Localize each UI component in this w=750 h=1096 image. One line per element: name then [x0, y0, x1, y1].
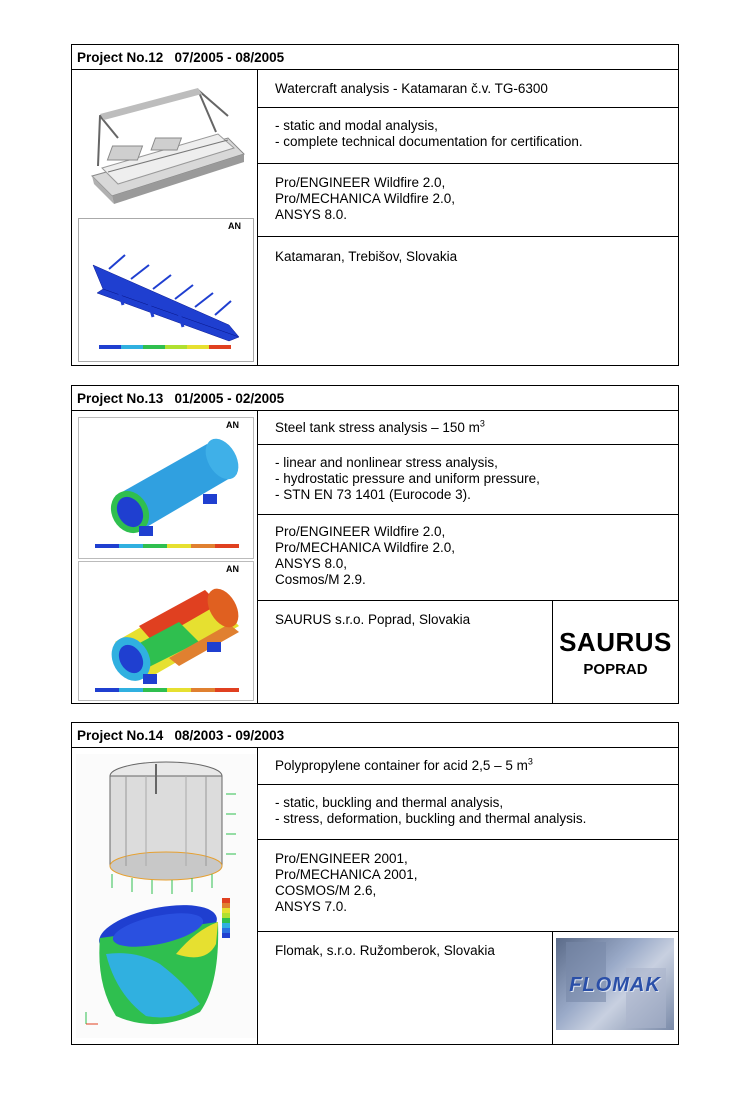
- container-analysis-plot: [76, 754, 256, 1038]
- project-client: SAURUS s.r.o. Poprad, Slovakia: [275, 612, 471, 627]
- project-tasks: - static and modal analysis, - complete technical documentation for certification.: [275, 118, 583, 149]
- logo-sub-text: POPRAD: [583, 661, 648, 678]
- ansys-badge: AN: [226, 564, 239, 574]
- software-cell: [258, 515, 678, 601]
- project-tasks: - linear and nonlinear stress analysis, - hydrostatic pressure and uniform pressure, - STN EN 73 1401 (Eurocode 3).: [275, 455, 540, 502]
- boat-render-image: [78, 76, 250, 216]
- saurus-logo: [552, 601, 678, 703]
- tasks-cell: [258, 445, 678, 515]
- project-client: Katamaran, Trebišov, Slovakia: [275, 249, 458, 264]
- project-12: [71, 44, 679, 366]
- project-header: Project No.12 07/2005 - 08/2005: [72, 45, 678, 70]
- client-cell: [258, 237, 678, 365]
- tank-stress-plot-2: [78, 561, 254, 701]
- client-cell: [258, 932, 553, 1044]
- project-software: Pro/ENGINEER Wildfire 2.0, Pro/MECHANICA Wildfire 2.0, ANSYS 8.0, Cosmos/M 2.9.: [275, 524, 456, 587]
- software-cell: [258, 164, 678, 237]
- project-title-cell: [258, 411, 678, 445]
- tank-stress-plot-1: [78, 417, 254, 559]
- tasks-cell: [258, 108, 678, 164]
- project-header: Project No.14 08/2003 - 09/2003: [72, 723, 678, 748]
- ansys-badge: AN: [226, 420, 239, 430]
- project-title: Polypropylene container for acid 2,5 – 5 $m^3$: [275, 756, 533, 773]
- project-title-cell: [258, 748, 678, 785]
- project-14: [71, 722, 679, 1045]
- logo-main-text: FLOMAK: [569, 974, 661, 996]
- image-column: [72, 70, 258, 365]
- modal-analysis-plot: [78, 218, 254, 362]
- tasks-cell: [258, 785, 678, 840]
- project-software: Pro/ENGINEER 2001, Pro/MECHANICA 2001, COSMOS/M 2.6, ANSYS 7.0.: [275, 851, 418, 914]
- ansys-badge: AN: [228, 221, 241, 231]
- project-title: Steel tank stress analysis – 150 $m^3$: [275, 418, 485, 435]
- project-title-cell: [258, 70, 678, 108]
- project-title: Watercraft analysis - Katamaran č.v. TG-6300: [275, 81, 548, 96]
- client-cell: [258, 601, 553, 703]
- project-13: [71, 385, 679, 704]
- project-header: Project No.13 01/2005 - 02/2005: [72, 386, 678, 411]
- logo-main-text: SAURUS: [559, 627, 672, 657]
- project-client: Flomak, s.r.o. Ružomberok, Slovakia: [275, 943, 495, 958]
- project-software: Pro/ENGINEER Wildfire 2.0, Pro/MECHANICA Wildfire 2.0, ANSYS 8.0.: [275, 175, 456, 222]
- project-tasks: - static, buckling and thermal analysis, - stress, deformation, buckling and thermal analysis.: [275, 795, 587, 826]
- flomak-logo: [552, 932, 678, 1044]
- image-column: [72, 748, 258, 1044]
- software-cell: [258, 840, 678, 932]
- image-column: [72, 411, 258, 703]
